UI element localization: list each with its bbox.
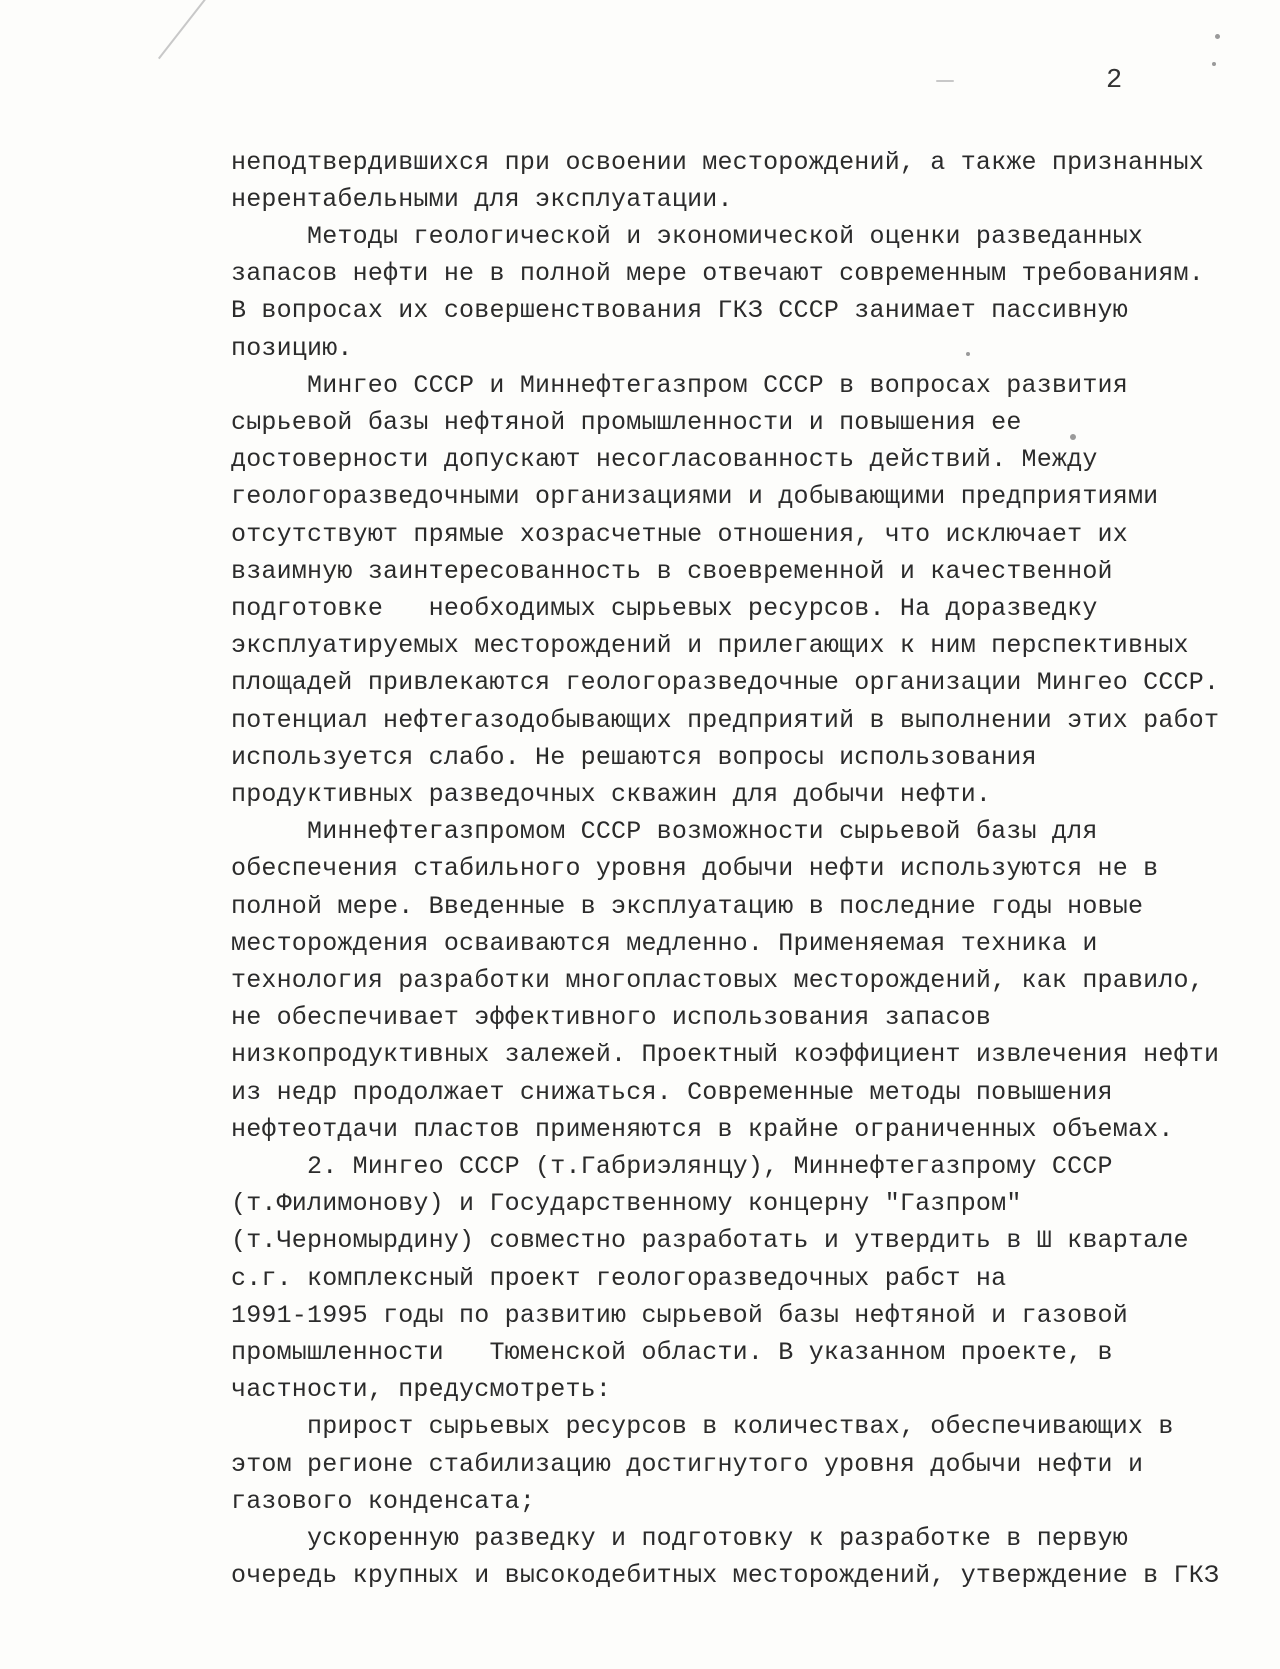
text-line: из недр продолжает снижаться. Современные методы повышения <box>231 1078 1113 1107</box>
text-line: нерентабельными для эксплуатации. <box>231 185 733 214</box>
text-line: взаимную заинтересованность в своевременной и качественной <box>231 557 1113 586</box>
text-line: обеспечения стабильного уровня добычи нефти используются не в <box>231 854 1159 883</box>
text-line: этом регионе стабилизацию достигнутого уровня добычи нефти и <box>231 1450 1144 1479</box>
text-line: эксплуатируемых месторождений и прилегающих к ним перспективных <box>231 631 1189 660</box>
text-line: месторождения осваиваются медленно. Применяемая техника и <box>231 929 1098 958</box>
scan-speck <box>1070 434 1076 440</box>
paragraph-first-line: ускоренную разведку и подготовку к разработке в первую <box>307 1524 1128 1553</box>
scan-speck <box>966 352 970 356</box>
text-line: продуктивных разведочных скважин для добычи нефти. <box>231 780 992 809</box>
paragraph-first-line: Миннефтегазпромом СССР возможности сырьевой базы для <box>307 817 1098 846</box>
scan-speck <box>936 80 954 82</box>
text-line: 1991-1995 годы по развитию сырьевой базы нефтяной и газовой <box>231 1301 1128 1330</box>
text-line: низкопродуктивных залежей. Проектный коэффициент извлечения нефти <box>231 1040 1220 1069</box>
text-line: (т.Филимонову) и Государственному концерну "Газпром" <box>231 1189 1022 1218</box>
text-line: позицию. <box>231 334 353 363</box>
text-line: нефтеотдачи пластов применяются в крайне ограниченных объемах. <box>231 1115 1174 1144</box>
text-line: В вопросах их совершенствования ГКЗ СССР занимает пассивную <box>231 296 1128 325</box>
text-line: геологоразведочными организациями и добывающими предприятиями <box>231 482 1159 511</box>
text-line: частности, предусмотреть: <box>231 1375 612 1404</box>
text-line: потенциал нефтегазодобывающих предприятий в выполнении этих работ <box>231 706 1220 735</box>
text-line: с.г. комплексный проект геологоразведочных рабст на <box>231 1264 1007 1293</box>
text-line: используется слабо. Не решаются вопросы использования <box>231 743 1037 772</box>
text-line: сырьевой базы нефтяной промышленности и повышения ее <box>231 408 1022 437</box>
text-line: запасов нефти не в полной мере отвечают современным требованиям. <box>231 259 1204 288</box>
text-line: подготовке необходимых сырьевых ресурсов. На доразведку <box>231 594 1098 623</box>
page-number: 2 <box>1106 66 1123 96</box>
text-line: отсутствуют прямые хозрасчетные отношения, что исключает их <box>231 520 1128 549</box>
text-line: полной мере. Введенные в эксплуатацию в последние годы новые <box>231 892 1144 921</box>
text-line: достоверности допускают несогласованность действий. Между <box>231 445 1098 474</box>
text-line: площадей привлекаются геологоразведочные организации Мингео СССР. <box>231 668 1220 697</box>
text-line: промышленности Тюменской области. В указанном проекте, в <box>231 1338 1113 1367</box>
paragraph-first-line: Мингео СССР и Миннефтегазпром СССР в вопросах развития <box>307 371 1128 400</box>
text-line: не обеспечивает эффективного использования запасов <box>231 1003 992 1032</box>
text-line: очередь крупных и высокодебитных месторождений, утверждение в ГКЗ <box>231 1561 1220 1590</box>
text-line: (т.Черномырдину) совместно разработать и утвердить в Ш квартале <box>231 1226 1189 1255</box>
scan-scratch <box>158 0 227 59</box>
text-line: газового конденсата; <box>231 1487 536 1516</box>
paragraph-first-line: Методы геологической и экономической оценки разведанных <box>307 222 1144 251</box>
paragraph-first-line: 2. Мингео СССР (т.Габриэлянцу), Миннефтегазпрому СССР <box>307 1152 1113 1181</box>
scan-speck <box>1212 62 1216 66</box>
text-line: неподтвердившихся при освоении месторождений, а также признанных <box>231 148 1204 177</box>
paragraph-first-line: прирост сырьевых ресурсов в количествах, обеспечивающих в <box>307 1412 1174 1441</box>
text-line: технология разработки многопластовых месторождений, как правило, <box>231 966 1204 995</box>
scan-speck <box>1215 34 1220 39</box>
